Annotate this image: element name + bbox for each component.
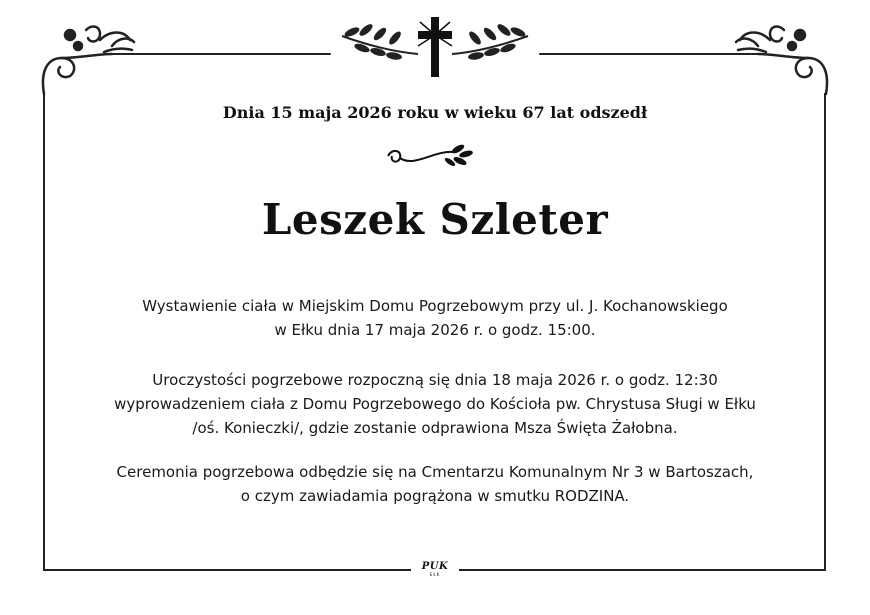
laurel-left-icon <box>342 22 418 61</box>
right-corner-flourish-icon <box>540 27 827 94</box>
text-line: Ceremonia pogrzebowa odbędzie się na Cmentarzu Komunalnym Nr 3 w Bartoszach, <box>116 463 754 481</box>
logo-main-text: PUK <box>421 561 449 572</box>
cross-icon <box>418 17 452 77</box>
text-line: o czym zawiadamia pogrążona w smutku RODZINA. <box>240 487 630 505</box>
vine-icon <box>384 142 484 172</box>
burial-paragraph <box>40 460 830 508</box>
ceremony-paragraph <box>40 368 830 440</box>
text-line: wyprowadzeniem ciała z Domu Pogrzebowego do Kościoła pw. Chrystusa Sługi w Ełku <box>114 395 756 413</box>
funeral-home-logo <box>411 562 459 582</box>
deceased-name: Leszek Szleter <box>261 195 609 244</box>
laurel-right-icon <box>452 22 528 61</box>
text-line: /oś. Konieczki/, gdzie zostanie odprawiona Msza Święta Żałobna. <box>192 419 678 437</box>
text-line: w Ełku dnia 17 maja 2026 r. o godz. 15:00. <box>274 321 596 339</box>
viewing-paragraph <box>40 294 830 342</box>
left-corner-flourish-icon <box>43 27 330 94</box>
intro-line: Dnia 15 maja 2026 roku w wieku 67 lat odszedł <box>222 103 648 122</box>
logo-sub-text: EŁK <box>429 572 441 577</box>
text-line: Uroczystości pogrzebowe rozpoczną się dnia 18 maja 2026 r. o godz. 12:30 <box>152 371 718 389</box>
top-ornament <box>0 0 870 95</box>
text-line: Wystawienie ciała w Miejskim Domu Pogrzebowym przy ul. J. Kochanowskiego <box>142 297 728 315</box>
